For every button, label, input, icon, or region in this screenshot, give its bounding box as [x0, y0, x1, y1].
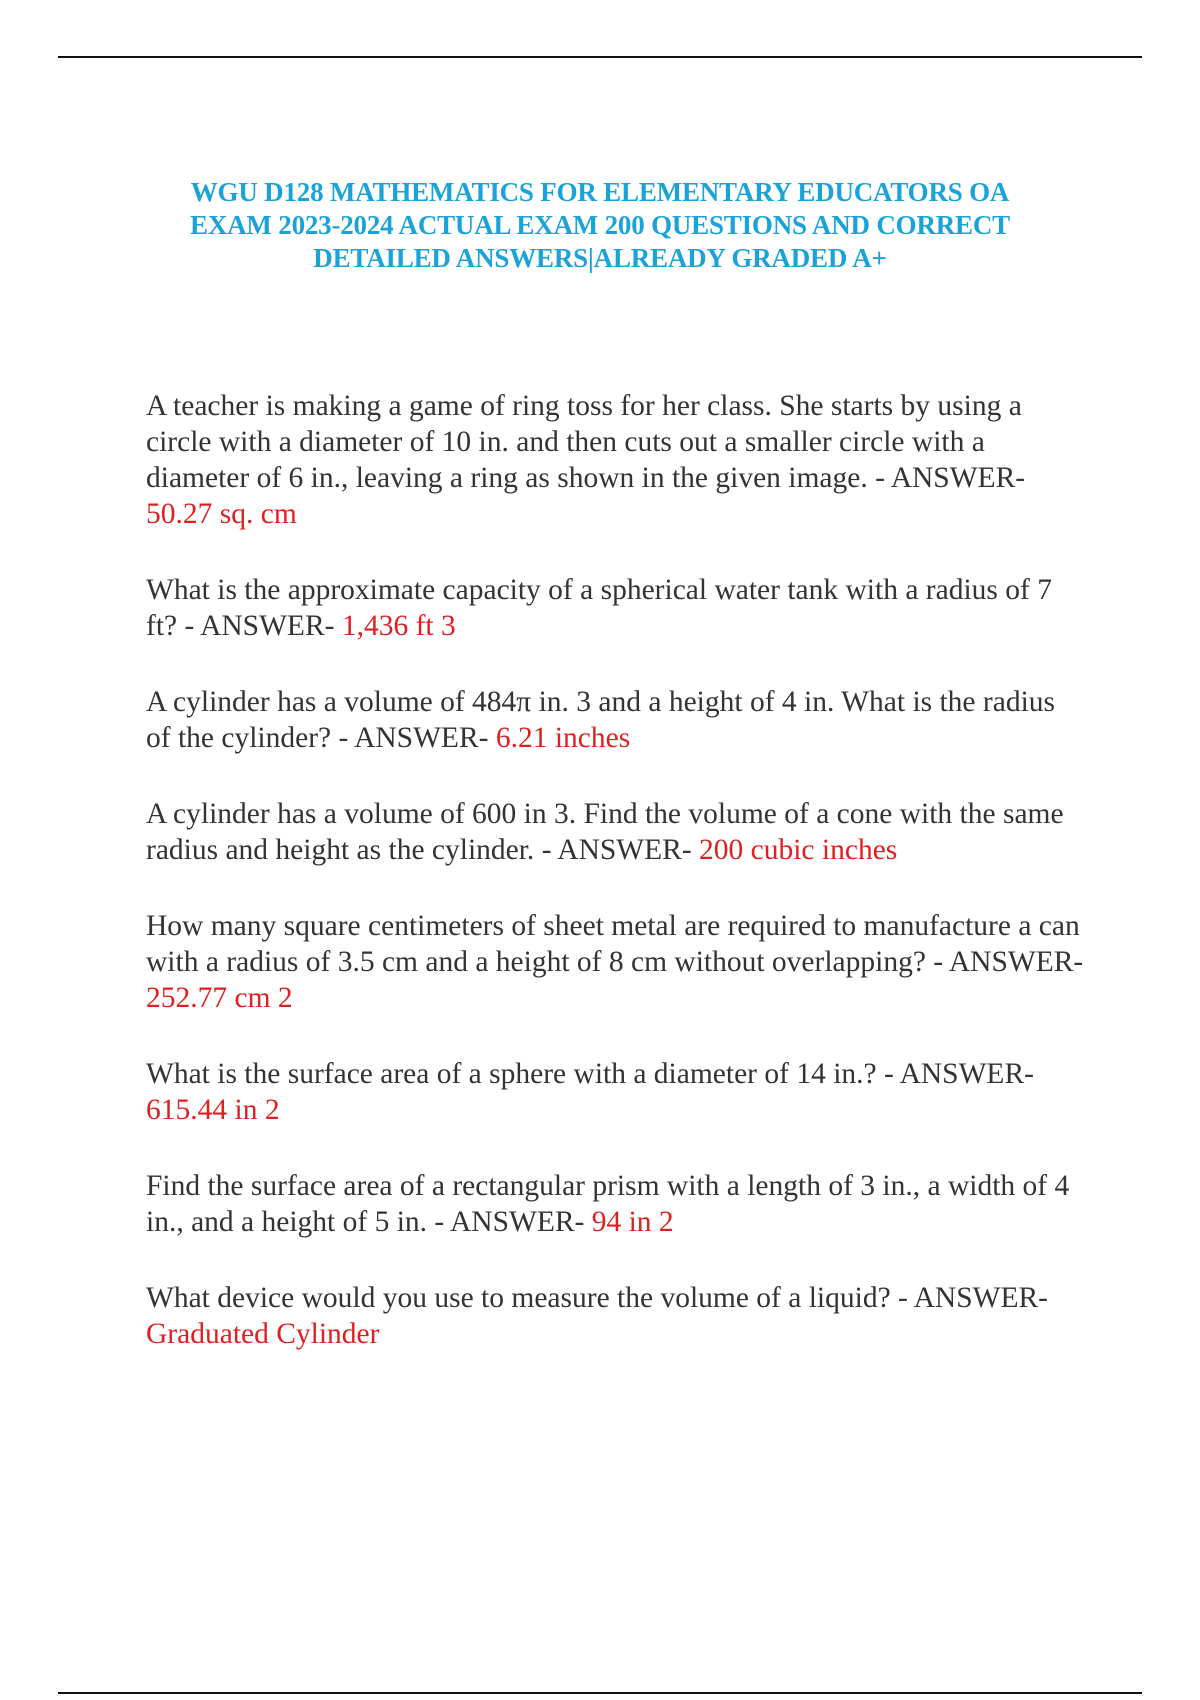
answer-text: 50.27 sq. cm: [146, 498, 297, 530]
question-text: What is the surface area of a sphere with a diameter of 14 in.?: [146, 1058, 877, 1090]
answer-text: 615.44 in 2: [146, 1094, 280, 1126]
question-text: A teacher is making a game of ring toss for her class. She starts by using a circle with a diameter of 10 in. and then cuts out a smaller circle with a diameter of 6 in., leaving a ring as shown in the given image.: [146, 390, 1022, 494]
answer-text: Graduated Cylinder: [146, 1318, 380, 1350]
qa-item: [146, 684, 1086, 756]
answer-separator: - ANSWER-: [534, 834, 700, 866]
qa-item: [146, 388, 1086, 532]
answer-separator: - ANSWER-: [177, 610, 342, 642]
question-text: Find the surface area of a rectangular prism with a length of 3 in., a width of 4 in., and a height of 5 in.: [146, 1170, 1070, 1238]
header-rule: [58, 56, 1142, 58]
answer-text: 200 cubic inches: [699, 834, 898, 866]
question-text: What is the approximate capacity of a spherical water tank with a radius of 7 ft?: [146, 574, 1052, 642]
qa-item: [146, 908, 1086, 1016]
qa-item: [146, 1168, 1086, 1240]
qa-item: [146, 572, 1086, 644]
qa-list: [146, 388, 1086, 1392]
qa-item: [146, 796, 1086, 868]
answer-separator: - ANSWER-: [925, 946, 1084, 978]
answer-separator: - ANSWER-: [427, 1206, 592, 1238]
answer-separator: - ANSWER-: [890, 1282, 1048, 1314]
question-text: A cylinder has a volume of 600 in 3. Find the volume of a cone with the same radius and height as the cylinder.: [146, 798, 1064, 866]
answer-text: 6.21 inches: [495, 722, 631, 754]
qa-item: [146, 1280, 1086, 1352]
answer-text: 1,436 ft 3: [341, 610, 456, 642]
question-text: What device would you use to measure the volume of a liquid?: [146, 1282, 891, 1314]
answer-separator: - ANSWER-: [867, 462, 1026, 494]
footer-rule: [58, 1692, 1142, 1694]
document-title: WGU D128 MATHEMATICS FOR ELEMENTARY EDUCATORS OA EXAM 2023-2024 ACTUAL EXAM 200 QUESTIONS AND CORRECT DETAILED ANSWERS|ALREADY GRADED A+: [190, 177, 1010, 273]
question-text: A cylinder has a volume of 484π in. 3 and a height of 4 in. What is the radius of the cylinder?: [146, 686, 1055, 754]
qa-item: [146, 1056, 1086, 1128]
answer-text: 94 in 2: [591, 1206, 674, 1238]
answer-text: 252.77 cm 2: [146, 982, 293, 1014]
answer-separator: - ANSWER-: [876, 1058, 1034, 1090]
question-text: How many square centimeters of sheet metal are required to manufacture a can with a radius of 3.5 cm and a height of 8 cm without overlapping?: [146, 910, 1080, 978]
answer-separator: - ANSWER-: [331, 722, 496, 754]
